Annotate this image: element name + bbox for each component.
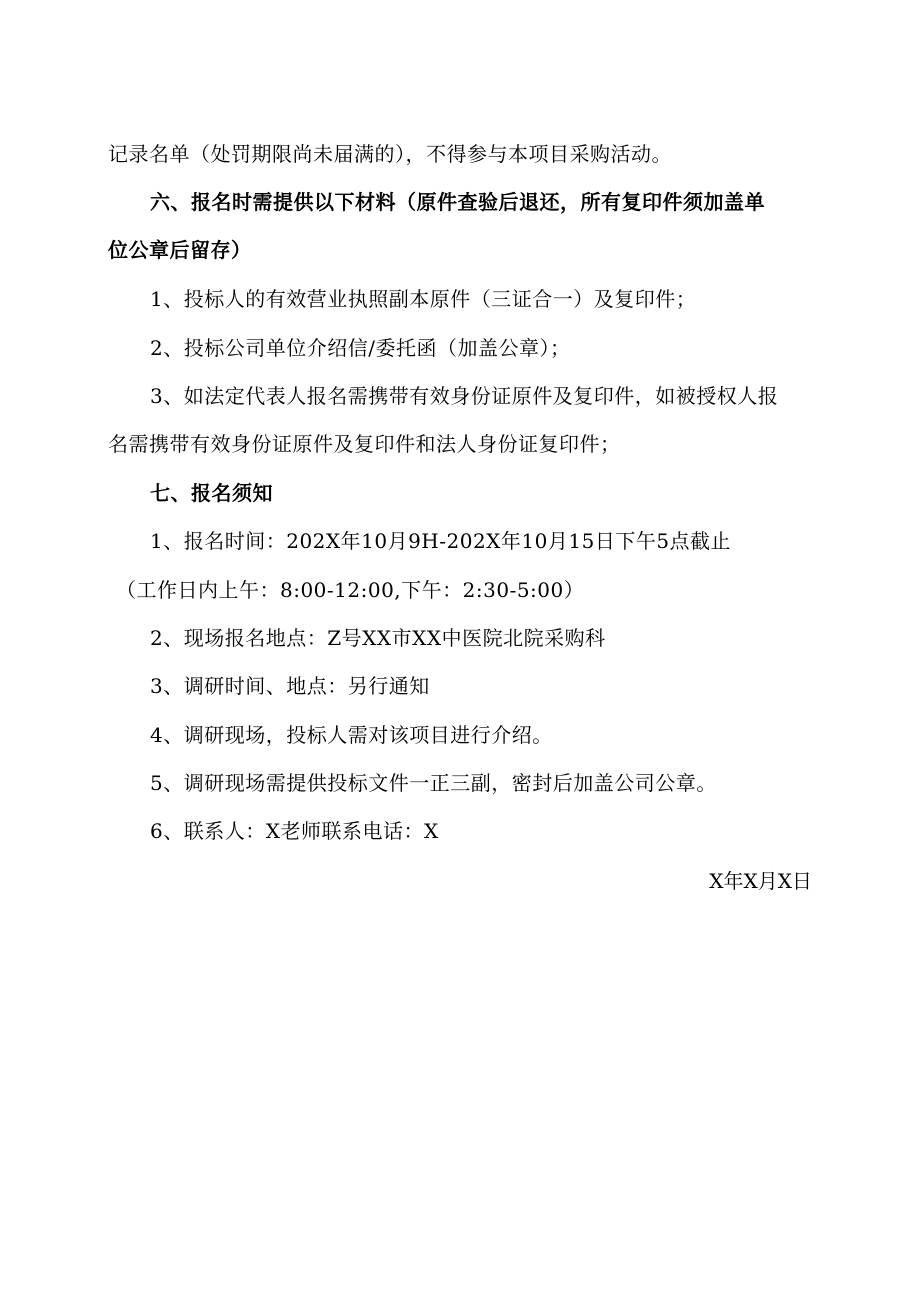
section6-item3-line1: 3、如法定代表人报名需携带有效身份证原件及复印件，如被授权人报	[150, 384, 779, 408]
section6-heading-line1: 六、报名时需提供以下材料（原件查验后退还，所有复印件须加盖单	[150, 190, 765, 214]
section7-item3: 3、调研时间、地点：另行通知	[150, 674, 430, 698]
section7-heading: 七、报名须知	[150, 481, 273, 505]
section6-item3-line2: 名需携带有效身份证原件及复印件和法人身份证复印件；	[108, 432, 621, 456]
section7-item5: 5、调研现场需提供投标文件一正三副，密封后加盖公司公章。	[150, 771, 717, 795]
section7-item4: 4、调研现场，投标人需对该项目进行介绍。	[150, 723, 553, 747]
document-date: X年X月X日	[709, 869, 812, 893]
section6-heading-line2: 位公章后留存）	[108, 238, 252, 262]
section7-item1-line1: 1、报名时间：202X年10月9H-202X年10月15日下午5点截止	[150, 529, 732, 553]
section7-item6: 6、联系人：X老师联系电话：X	[150, 819, 439, 843]
section7-item2: 2、现场报名地点：Z号XX市XX中医院北院采购科	[150, 626, 606, 650]
section7-item1-line2: （工作日内上午：8:00-12:00,下午：2:30-5:00）	[116, 578, 585, 602]
continuation-text: 记录名单（处罚期限尚未届满的），不得参与本项目采购活动。	[108, 142, 672, 166]
section6-item1: 1、投标人的有效营业执照副本原件（三证合一）及复印件；	[150, 287, 697, 311]
section6-item2: 2、投标公司单位介绍信/委托函（加盖公章）；	[150, 336, 571, 360]
